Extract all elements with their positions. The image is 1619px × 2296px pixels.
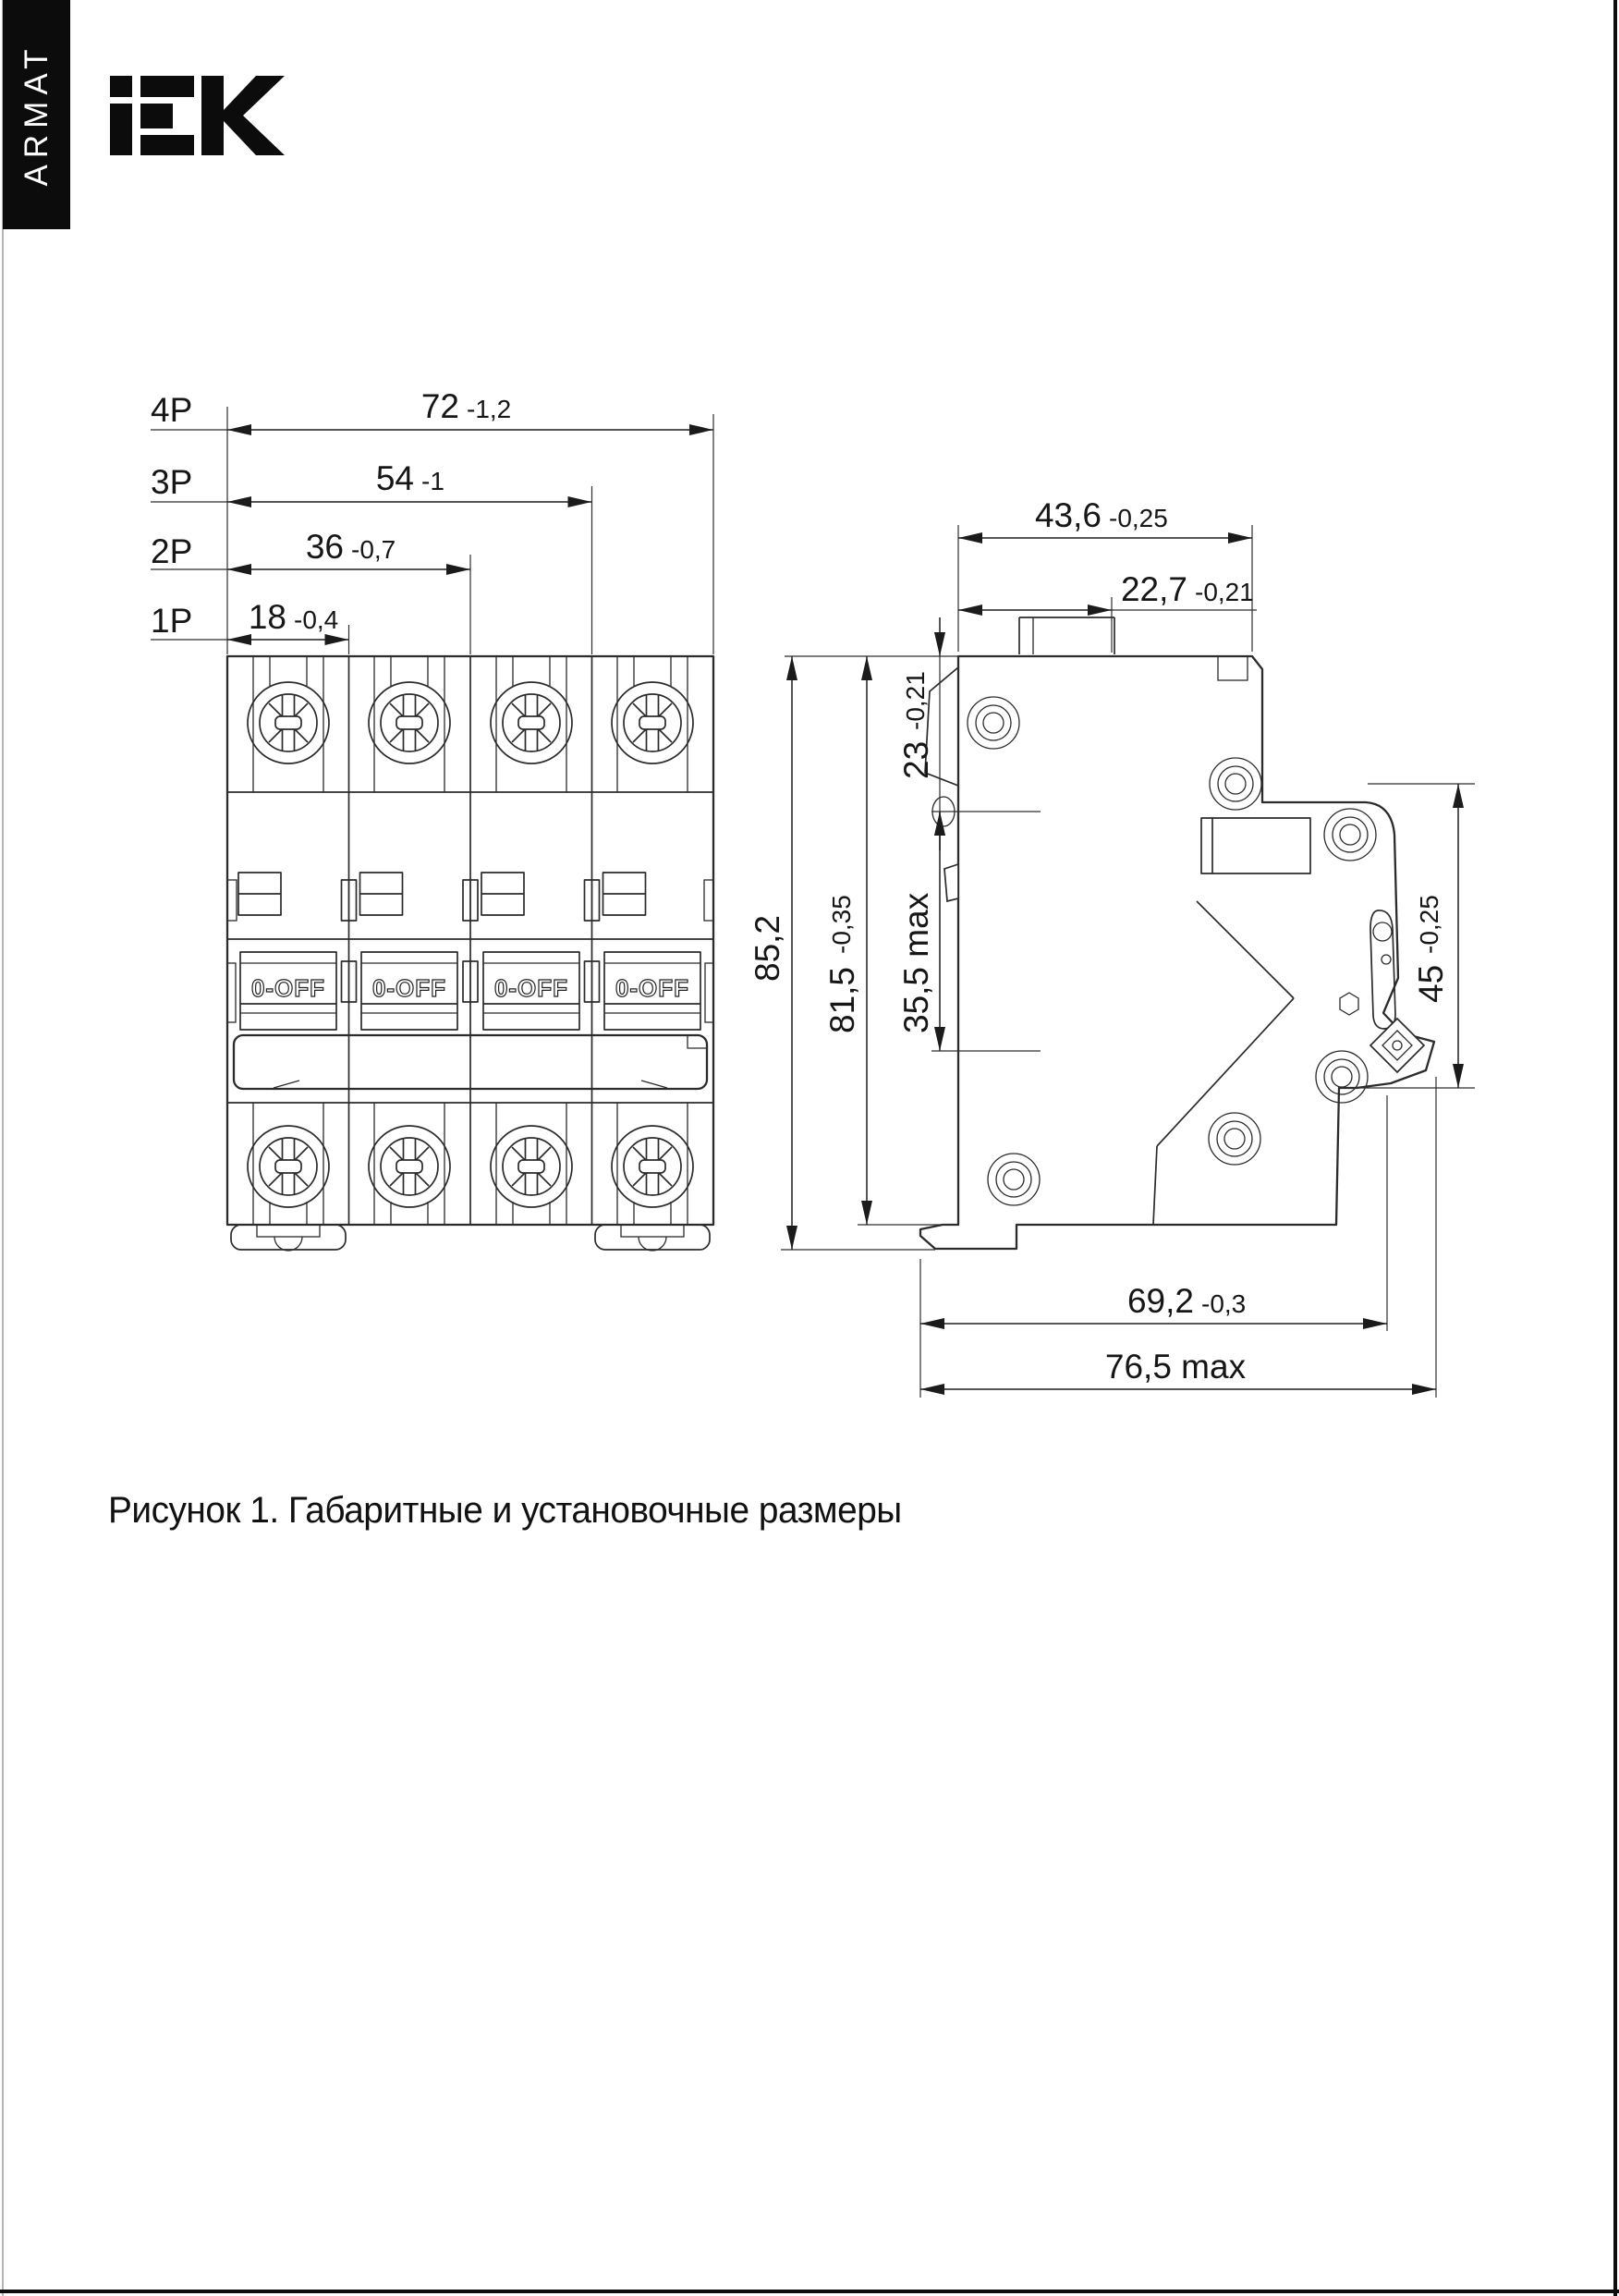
dim-value: 69,2: [1126, 1282, 1194, 1320]
dim-value: 72: [420, 387, 459, 425]
dim-tolerance: -0,25: [1109, 504, 1168, 532]
dim-width-front: [958, 570, 1257, 653]
rivet: [988, 1154, 1040, 1205]
dim-value: 81,5: [823, 966, 861, 1033]
side-view: [920, 617, 1434, 1249]
dim-handle-zone: [897, 812, 1041, 1051]
dim-tolerance: -0,7: [351, 535, 396, 564]
rivet: [1316, 1051, 1368, 1103]
handle-label: 0-OFF: [615, 974, 690, 1002]
rivet: [1209, 1113, 1260, 1165]
dim-value: 43,6: [1034, 496, 1102, 534]
mounting-foot: [595, 1225, 710, 1251]
dim-tolerance: -0,21: [901, 671, 930, 730]
dim-value: 23: [897, 740, 935, 779]
series-label: ARMAT: [18, 43, 55, 187]
dim-value: 35,5 max: [897, 892, 935, 1033]
dim-tolerance: -1,2: [467, 395, 512, 423]
handle-label: 0-OFF: [371, 974, 447, 1002]
dim-4p: [151, 387, 713, 654]
figure-caption: Рисунок 1. Габаритные и установочные размеры: [108, 1490, 902, 1531]
dim-value: 85,2: [749, 914, 786, 982]
dim-tolerance: -1: [421, 467, 444, 495]
dim-value: 45: [1412, 964, 1450, 1003]
din-latch-lever: [1340, 910, 1395, 1029]
dim-value: 22,7: [1120, 570, 1187, 608]
dim-tolerance: -0,25: [1415, 895, 1443, 954]
pole-link-tabs: [227, 873, 713, 921]
dim-value: 36: [305, 528, 344, 566]
rivet: [1210, 758, 1261, 810]
pole-label: 1P: [151, 602, 193, 640]
handle-label: 0-OFF: [493, 974, 569, 1002]
pole-label: 2P: [151, 532, 193, 570]
pole-label: 4P: [151, 391, 193, 429]
dim-1p: [151, 598, 349, 654]
dim-tolerance: -0,4: [294, 605, 339, 634]
dim-value: 76,5 max: [1104, 1348, 1247, 1386]
side-handle: [1019, 617, 1114, 654]
side-dimensions: [749, 496, 1475, 1398]
rating-plate: [1201, 818, 1310, 873]
dim-tolerance: -0,21: [1195, 578, 1254, 606]
dim-depth-max: [920, 1077, 1436, 1398]
rivet: [1324, 809, 1376, 861]
mounting-foot: [231, 1225, 346, 1251]
dim-width-total: [958, 496, 1252, 652]
pole-dimensions: [151, 387, 713, 654]
handle-label: 0-OFF: [250, 974, 326, 1002]
pole-label: 3P: [151, 463, 193, 501]
dim-value: 18: [248, 598, 286, 636]
dim-tolerance: -0,35: [827, 895, 856, 954]
rivet: [968, 697, 1019, 749]
dim-2p: [151, 528, 470, 654]
dim-tolerance: -0,3: [1201, 1289, 1247, 1318]
front-view: [227, 656, 713, 1251]
dim-value: 54: [375, 459, 414, 497]
